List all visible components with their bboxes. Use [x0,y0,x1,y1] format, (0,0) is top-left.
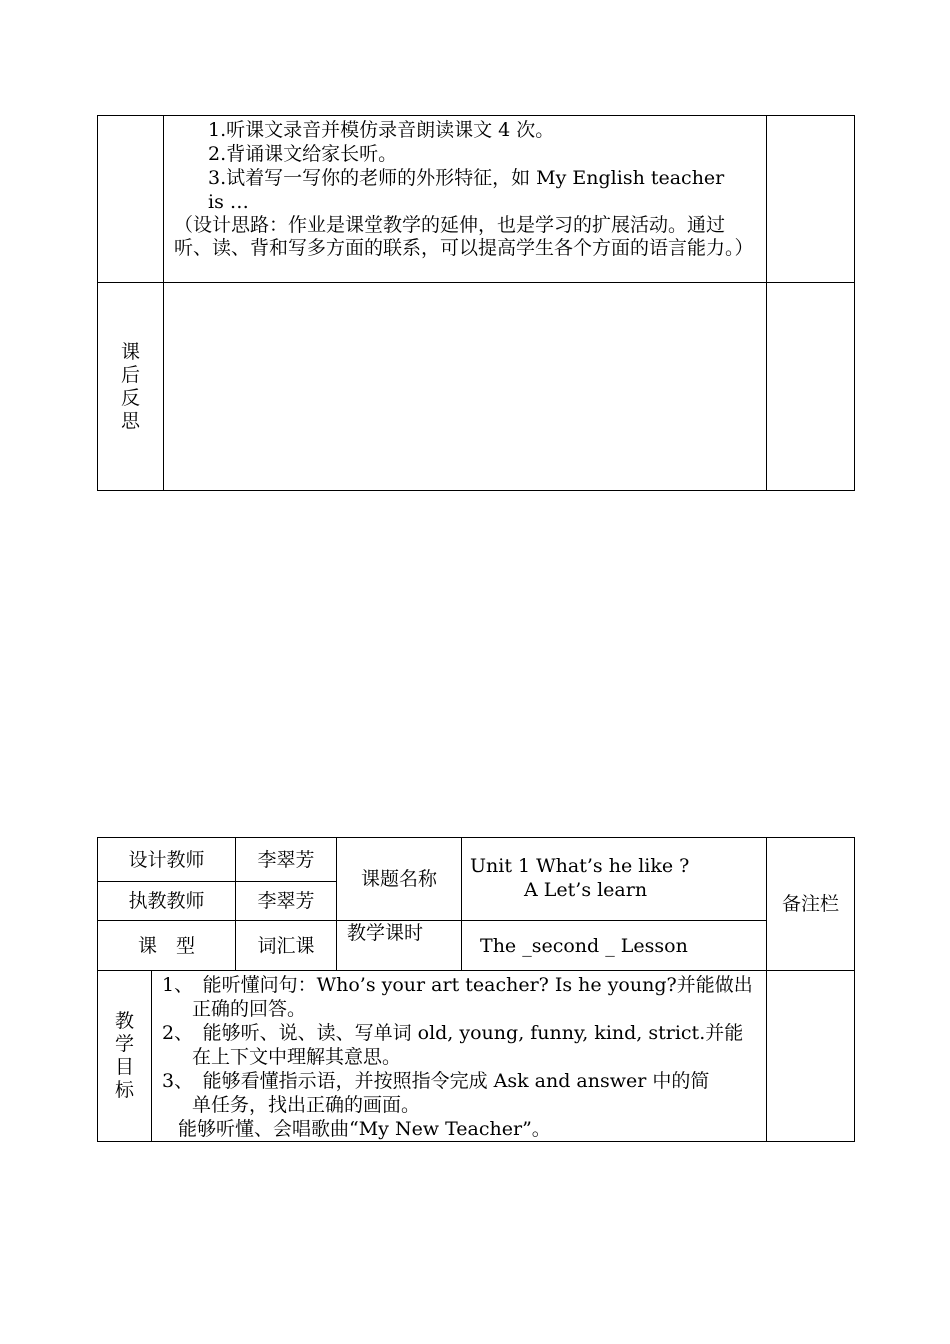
reflection-content[interactable] [164,283,767,491]
goal-item-3: 3、 能够看懂指示语，并按照指令完成 Ask and answer 中的简 [162,1070,710,1092]
goal-item-2-cont: 在上下文中理解其意思。 [192,1046,402,1068]
type-label: 课 型 [98,921,236,971]
period-value: The _second _ Lesson [462,921,767,971]
type-value: 词汇课 [236,921,337,971]
goal-item-4: 能够听懂、会唱歌曲“My New Teacher”。 [178,1118,551,1140]
homework-item-1: 1.听课文录音并模仿录音朗读课文 4 次。 [208,119,555,141]
goal-item-3-cont: 单任务，找出正确的画面。 [192,1094,421,1116]
designer-name: 李翠芳 [236,838,337,882]
homework-cell [164,116,767,283]
reflection-label: 课 后 反 思 [98,283,164,491]
goals-notes-cell [767,971,855,1142]
goal-item-2: 2、 能够听、说、读、写单词 old, young, funny, kind, strict.并能 [162,1022,744,1044]
homework-label-cell [98,116,164,283]
unit-subtitle: A Let’s learn [524,879,648,901]
homework-notes-cell [767,116,855,283]
designer-label: 设计教师 [98,838,236,882]
reflection-notes-cell [767,283,855,491]
period-label: 教学课时 [337,921,462,971]
goals-label: 教 学 目 标 [98,971,152,1142]
homework-item-3: 3.试着写一写你的老师的外形特征，如 My English teacher [208,167,725,189]
goal-item-1: 1、 能听懂问句：Who’s your art teacher? Is he young?并能做出 [162,974,753,996]
unit-title: Unit 1 What’s he like ? [470,855,690,877]
lesson-plan-table [97,837,855,1142]
homework-item-2: 2.背诵课文给家长听。 [208,143,398,165]
goal-item-1-cont: 正确的回答。 [192,998,307,1020]
topic-value [462,838,767,921]
homework-item-3-cont: is … [208,191,249,213]
topic-label: 课题名称 [337,838,462,921]
goals-content [152,971,767,1142]
teacher-label: 执教教师 [98,882,236,921]
design-note: （设计思路：作业是课堂教学的延伸，也是学习的扩展活动。通过听、读、背和写多方面的联系，可以提高学生各个方面的语言能力。） [174,214,754,259]
homework-reflection-table [97,115,855,491]
teacher-name: 李翠芳 [236,882,337,921]
notes-label: 备注栏 [767,838,855,971]
